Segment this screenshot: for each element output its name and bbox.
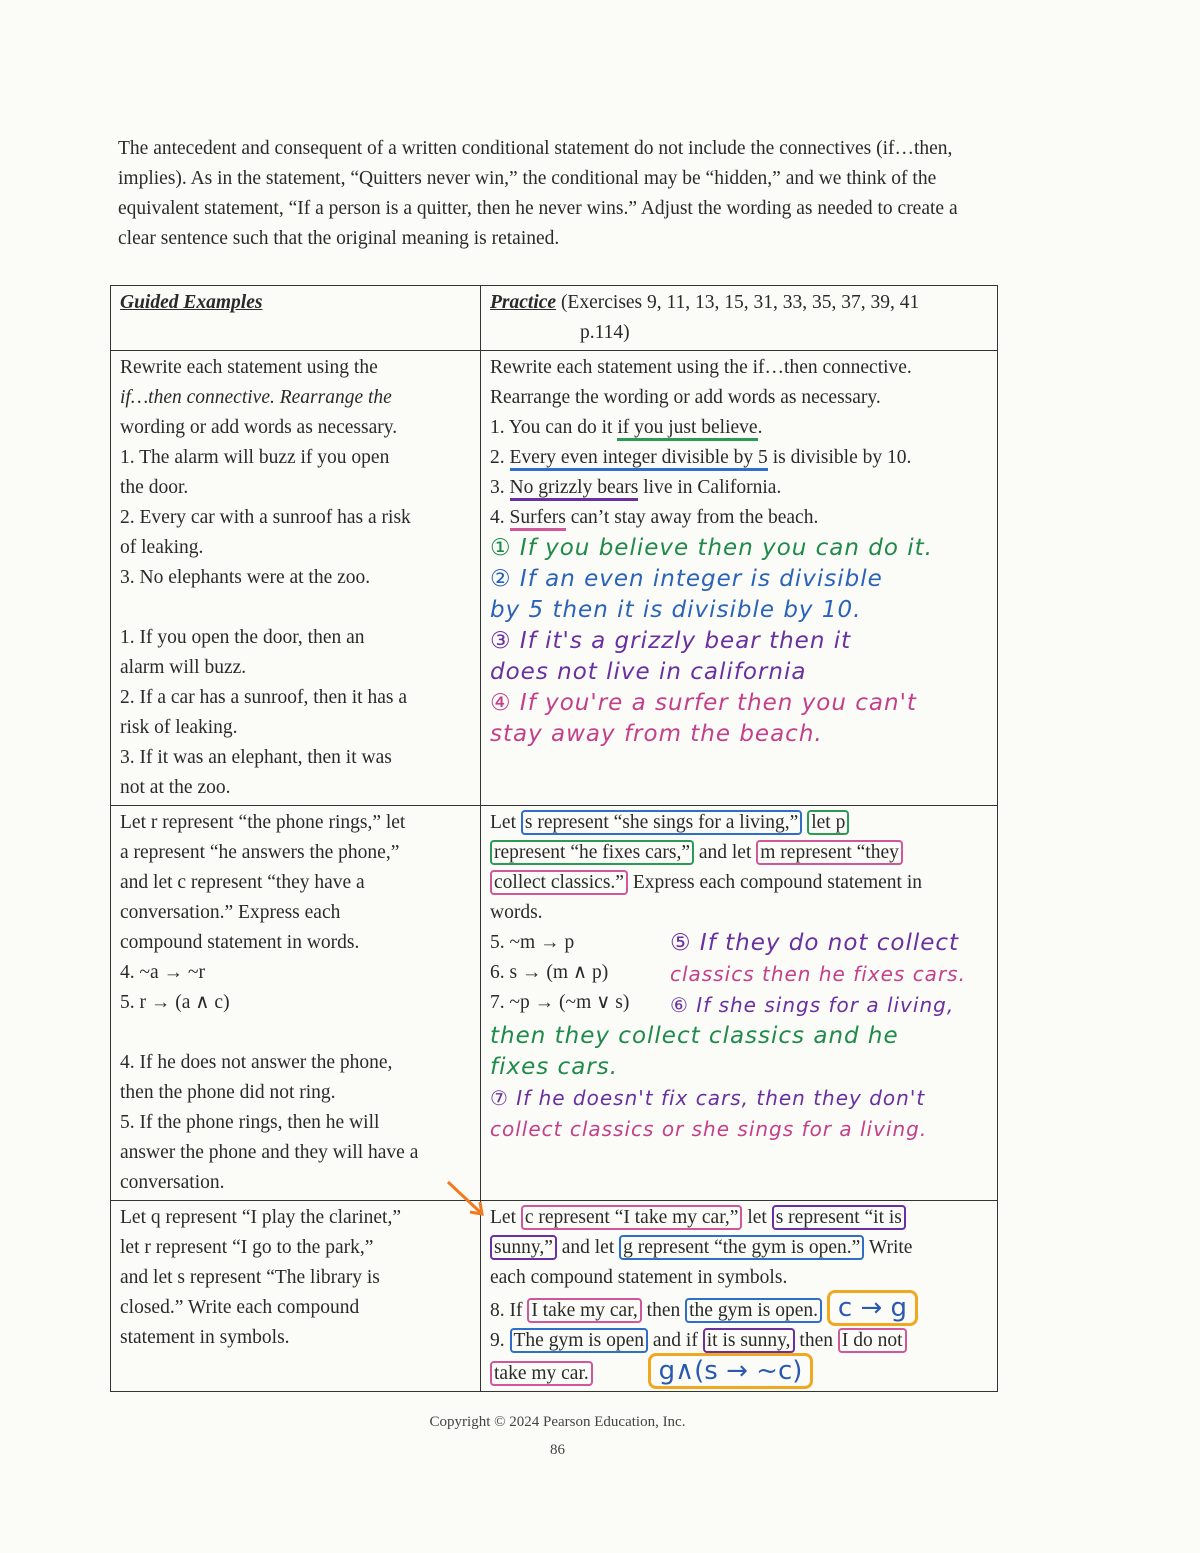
guided-answer: 4. If he does not answer the phone,	[120, 1052, 393, 1073]
guided-line: 5. r → (a ∧ c)	[120, 992, 230, 1013]
handwritten-answer-5-cont: classics then he fixes cars.	[670, 962, 966, 986]
practice-line: Rewrite each statement using the if…then connective.	[490, 357, 912, 378]
handwritten-answer-6: ⑥ If she sings for a living,	[670, 993, 955, 1017]
handwritten-answer-7-cont: collect classics or she sings for a living.	[490, 1117, 928, 1141]
practice-definitions: Let s represent “she sings for a living,” let p	[490, 808, 989, 838]
copyright: Copyright © 2024 Pearson Education, Inc.	[429, 1414, 686, 1430]
guided-line: 1. The alarm will buzz if you open	[120, 447, 390, 468]
guided-answer: 3. If it was an elephant, then it was	[120, 747, 392, 768]
guided-line: 2. Every car with a sunroof has a risk	[120, 507, 411, 528]
guided-answer: 2. If a car has a sunroof, then it has a	[120, 687, 407, 708]
practice-exercise-8: 8. If I take my car, then the gym is open. c → g	[490, 1293, 989, 1326]
guided-line: Rewrite each statement using the	[120, 357, 378, 378]
table-header-row	[111, 286, 998, 351]
arrow-annotation-icon	[444, 1178, 488, 1222]
handwritten-answer-6-cont: then they collect classics and he	[490, 1023, 899, 1049]
practice-page: p.114)	[580, 322, 630, 343]
header-practice	[481, 286, 998, 351]
guided-answer: conversation.	[120, 1172, 225, 1193]
guided-answer: 5. If the phone rings, then he will	[120, 1112, 380, 1133]
practice-exercise-5: 5. ~m → p	[490, 932, 575, 953]
handwritten-answer-2-cont: by 5 then it is divisible by 10.	[490, 597, 862, 623]
table-row	[111, 351, 998, 806]
guided-line: closed.” Write each compound	[120, 1297, 360, 1318]
handwritten-answer-5: ⑤ If they do not collect	[670, 930, 960, 956]
guided-line: statement in symbols.	[120, 1327, 290, 1348]
practice-exercise-3: 3. No grizzly bears live in California.	[490, 473, 989, 503]
guided-line: 3. No elephants were at the zoo.	[120, 567, 371, 588]
answer-9: g∧(s → ~c)	[648, 1353, 814, 1389]
guided-examples-heading: Guided Examples	[120, 292, 263, 313]
guided-line: of leaking.	[120, 537, 204, 558]
answer-8: c → g	[827, 1290, 918, 1326]
exercise-table	[110, 285, 998, 1392]
handwritten-answer-6-end: fixes cars.	[490, 1054, 619, 1080]
guided-line: and let s represent “The library is	[120, 1267, 380, 1288]
practice-exercise-9: 9. The gym is open and if it is sunny, then I do not	[490, 1326, 989, 1356]
guided-answer: alarm will buzz.	[120, 657, 247, 678]
guided-cell-1	[111, 351, 481, 806]
guided-answer: then the phone did not ring.	[120, 1082, 336, 1103]
practice-exercise-7: 7. ~p → (~m ∨ s)	[490, 992, 630, 1013]
practice-exercise-1: 1. You can do it if you just believe.	[490, 413, 989, 443]
guided-line: wording or add words as necessary.	[120, 417, 398, 438]
guided-cell-3	[111, 1201, 481, 1392]
guided-line: 4. ~a → ~r	[120, 962, 205, 983]
practice-exercise-2: 2. Every even integer divisible by 5 is divisible by 10.	[490, 443, 989, 473]
guided-line: if…then connective. Rearrange the	[120, 387, 392, 408]
practice-exercise-4: 4. Surfers can’t stay away from the beach.	[490, 503, 989, 533]
practice-definitions: Let c represent “I take my car,” let s represent “it is	[490, 1203, 989, 1233]
guided-answer: 1. If you open the door, then an	[120, 627, 365, 648]
handwritten-answer-7: ⑦ If he doesn't fix cars, then they don't	[490, 1086, 926, 1110]
page-number: 86	[550, 1442, 565, 1458]
handwritten-answer-3-cont: does not live in california	[490, 659, 807, 685]
intro-paragraph: The antecedent and consequent of a written conditional statement do not include the connectives (if…then, implies). As in the statement, “Quitters never win,” the conditional may be “hidden,” and we think of the equivalent statement, “If a person is a quitter, then he never wins.” Adjust the wording as needed to create a clear sentence such that the original meaning is retained.	[118, 138, 958, 249]
guided-line: let r represent “I go to the park,”	[120, 1237, 374, 1258]
practice-cell-2: Let s represent “she sings for a living,” let p represent “he fixes cars,” and let m represent “they collect classics.” Express each compound statement in words. 5. ~m → p 6. s → (m ∧ p) 7. ~p → (~m ∨ s) ⑤ If they do not collect classics then he fixes cars. ⑥ If she sings for a living, then they collect classics and he fixes cars. ⑦ If he doesn't fix cars, then they don't collect classics or she sings for a living.	[481, 806, 998, 1201]
practice-heading: Practice	[490, 292, 557, 313]
practice-cell-3: Let c represent “I take my car,” let s represent “it is sunny,” and let g represent “the gym is open.” Write each compound statement in symbols. 8. If I take my car, then the gym is open. c → g 9. The gym is open and if it is sunny, then I do not take my car. g∧(s → ~c)	[481, 1201, 998, 1392]
guided-answer: not at the zoo.	[120, 777, 231, 798]
handwritten-answer-4: ④ If you're a surfer then you can't	[490, 690, 917, 716]
table-row	[111, 1201, 998, 1392]
guided-line: the door.	[120, 477, 189, 498]
practice-exercises: (Exercises 9, 11, 13, 15, 31, 33, 35, 37, 39, 41	[556, 292, 920, 313]
header-guided	[111, 286, 481, 351]
guided-answer: risk of leaking.	[120, 717, 238, 738]
guided-answer: answer the phone and they will have a	[120, 1142, 419, 1163]
guided-line: Let q represent “I play the clarinet,”	[120, 1207, 401, 1228]
practice-cell-1	[481, 351, 998, 806]
handwritten-answer-4-cont: stay away from the beach.	[490, 721, 823, 747]
guided-line: Let r represent “the phone rings,” let	[120, 812, 406, 833]
handwritten-answer-3: ③ If it's a grizzly bear then it	[490, 628, 852, 654]
guided-line: compound statement in words.	[120, 932, 360, 953]
table-row	[111, 806, 998, 1201]
guided-line: and let c represent “they have a	[120, 872, 365, 893]
practice-exercise-6: 6. s → (m ∧ p)	[490, 962, 609, 983]
guided-line: conversation.” Express each	[120, 902, 341, 923]
handwritten-answer-1: ① If you believe then you can do it.	[490, 535, 933, 561]
guided-cell-2	[111, 806, 481, 1201]
practice-line: Rearrange the wording or add words as necessary.	[490, 387, 881, 408]
handwritten-answer-2: ② If an even integer is divisible	[490, 566, 883, 592]
guided-line: a represent “he answers the phone,”	[120, 842, 400, 863]
